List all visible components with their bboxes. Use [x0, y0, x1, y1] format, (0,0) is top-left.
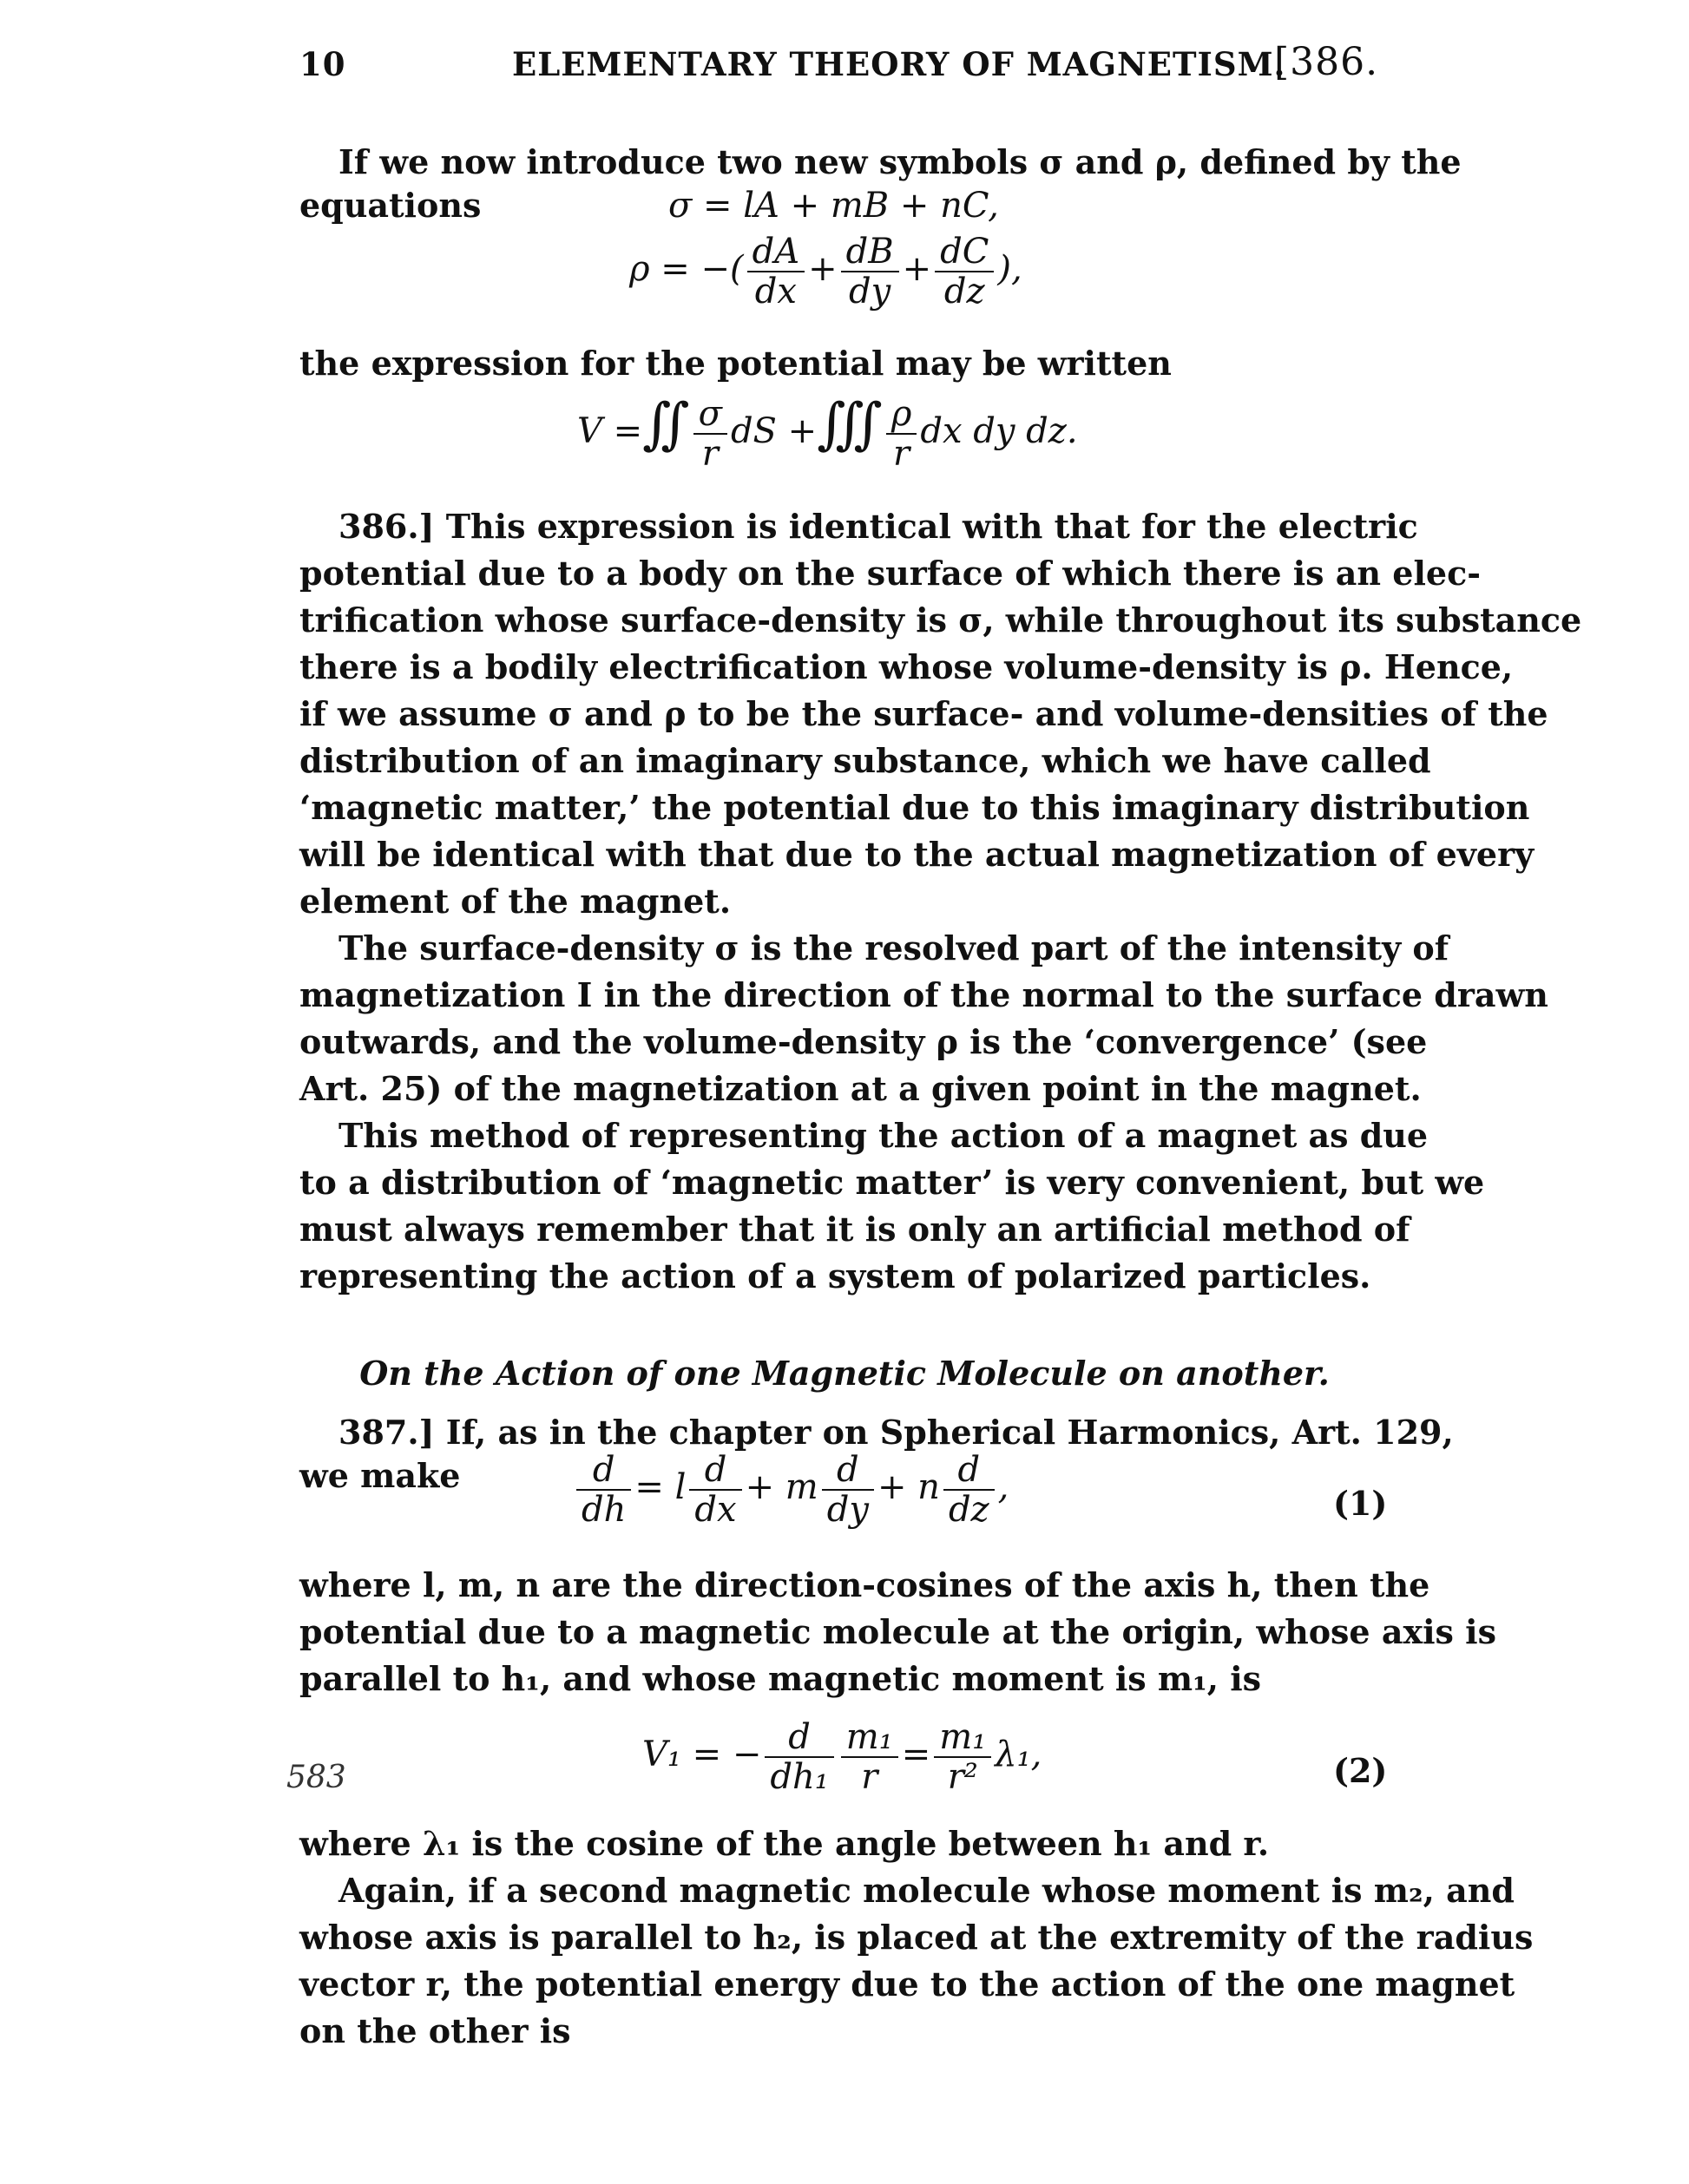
text-line: ‘magnetic matter,’ the potential due to this imaginary distribution — [299, 788, 1530, 827]
text-line: if we assume σ and ρ to be the surface- and volume-densities of the — [299, 694, 1548, 733]
text-line: potential due to a magnetic molecule at the origin, whose axis is — [299, 1612, 1497, 1651]
equation-1: $\frac{d}{dh}$ = l $\frac{d}{dx}$ + m $\frac{d}{dy}$ + n $\frac{d}{dz}$ , — [573, 1451, 1009, 1529]
equation-rho-rhs: ), — [997, 249, 1022, 289]
text-line: equations — [299, 186, 482, 225]
equation-rho-lhs: ρ = −( — [629, 249, 744, 289]
text-line: potential due to a body on the surface of which there is an elec- — [299, 554, 1481, 593]
text-line: If we now introduce two new symbols σ and ρ, defined by the — [338, 142, 1462, 181]
page-number: 10 — [299, 45, 346, 83]
fraction: $\frac{dB}{dy}$ — [841, 233, 899, 311]
section-heading: On the Action of one Magnetic Molecule on another. — [359, 1354, 1330, 1393]
fraction: $\frac{dC}{dz}$ — [935, 233, 994, 311]
equation-number-1: (1) — [1333, 1484, 1388, 1523]
text-line: must always remember that it is only an artificial method of — [299, 1210, 1410, 1249]
equation-2: V₁ = − $\frac{d}{\text{dh₁}}$ $\frac{\text{m₁}}{r}$ = $\frac{\text{m₁}}{\text{r²}}$ λ₁, — [642, 1717, 1042, 1797]
text-line: on the other is — [299, 2011, 571, 2050]
text-line: representing the action of a system of polarized particles. — [299, 1256, 1371, 1295]
text-line: element of the magnet. — [299, 882, 732, 921]
text-line: where l, m, n are the direction-cosines of the axis h, then the — [299, 1565, 1430, 1604]
text-line: 386.] This expression is identical with that for the electric — [338, 507, 1418, 546]
equation-number-2: (2) — [1333, 1751, 1388, 1790]
equation-sigma: σ = lA + mB + nC, — [668, 186, 999, 226]
text-line: magnetization I in the direction of the normal to the surface drawn — [299, 975, 1548, 1014]
text-line: parallel to h₁, and whose magnetic moment is m₁, is — [299, 1659, 1262, 1698]
text-line: distribution of an imaginary substance, which we have called — [299, 741, 1431, 780]
equation-rho: ρ = −( $\frac{dA}{dx}$ + $\frac{dB}{dy}$ + $\frac{dC}{dz}$ ), — [629, 232, 1022, 312]
text-line: outwards, and the volume-density ρ is the ‘convergence’ (see — [299, 1022, 1428, 1061]
text-line: Art. 25) of the magnetization at a given point in the magnet. — [299, 1069, 1422, 1108]
text-line: we make — [299, 1456, 461, 1495]
text-line: Again, if a second magnetic molecule whose moment is m₂, and — [338, 1871, 1515, 1910]
text-line: 387.] If, as in the chapter on Spherical Harmonics, Art. 129, — [338, 1413, 1454, 1452]
text-line: will be identical with that due to the actual magnetization of every — [299, 835, 1535, 874]
equation-potential: V =∬ $\frac{\sigma}{r}$ dS +∭ $\frac{\rho}{r}$ dx dy dz. — [577, 392, 1078, 474]
text-line: The surface-density σ is the resolved part of the intensity of — [338, 928, 1449, 967]
text-line: This method of representing the action of a magnet as due — [338, 1116, 1429, 1155]
text-line: trification whose surface-density is σ, while throughout its substance — [299, 600, 1582, 639]
text-line: whose axis is parallel to h₂, is placed at the extremity of the radius — [299, 1918, 1534, 1957]
text-line: the expression for the potential may be written — [299, 344, 1172, 383]
text-line: vector r, the potential energy due to the action of the one magnet — [299, 1964, 1515, 2004]
fraction: $\frac{dA}{dx}$ — [747, 233, 805, 311]
text-line: there is a bodily electrification whose volume-density is ρ. Hence, — [299, 647, 1514, 686]
text-line: to a distribution of ‘magnetic matter’ is very convenient, but we — [299, 1163, 1485, 1202]
handwritten-margin-note: 583 — [286, 1760, 346, 1795]
running-title: ELEMENTARY THEORY OF MAGNETISM. — [512, 45, 1286, 83]
section-reference: [386. — [1274, 40, 1379, 84]
text-line: where λ₁ is the cosine of the angle between h₁ and r. — [299, 1824, 1270, 1863]
